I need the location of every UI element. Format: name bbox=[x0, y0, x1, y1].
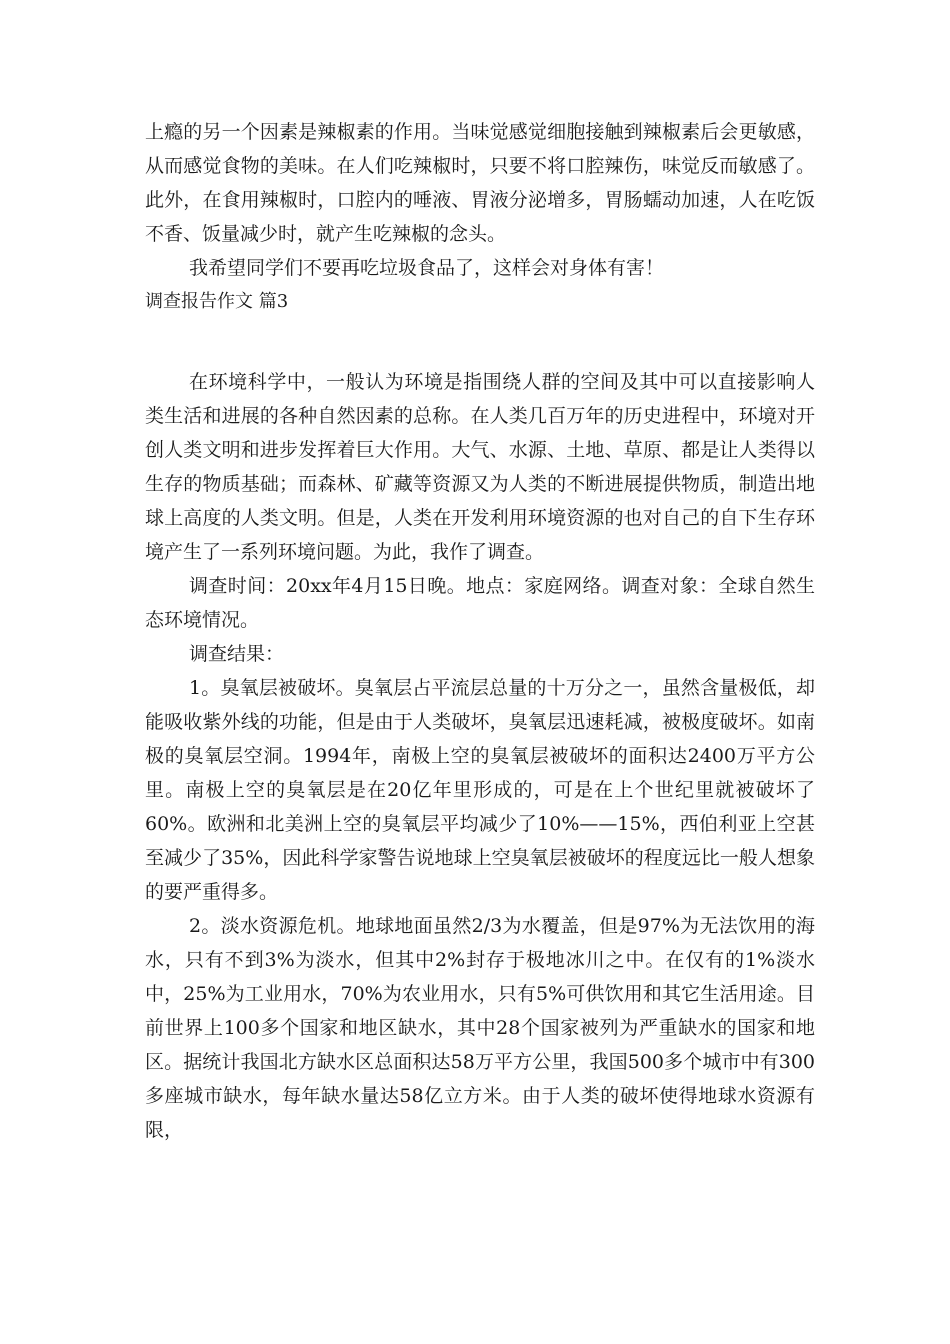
paragraph-survey-results-label: 调查结果： bbox=[189, 643, 285, 665]
document-content bbox=[145, 115, 815, 1147]
section-heading: 调查报告作文 篇3 bbox=[145, 291, 289, 312]
paragraph-ozone-layer: 1。臭氧层被破坏。臭氧层占平流层总量的十万分之一，虽然含量极低，却能吸收紫外线的功能，但是由于人类破坏，臭氧层迅速耗减，被极度破坏。如南极的臭氧层空洞。1994年，南极上空的臭氧层被破坏的面积达2400万平方公里。南极上空的臭氧层是在20亿年里形成的，可是在上个世纪里就被破坏了60%。欧洲和北美洲上空的臭氧层平均减少了10%——15%，西伯利亚上空甚至减少了35%，因此科学家警告说地球上空臭氧层被破坏的程度远比一般人想象的要严重得多。 bbox=[145, 677, 815, 903]
paragraph-environment-intro: 在环境科学中，一般认为环境是指围绕人群的空间及其中可以直接影响人类生活和进展的各种自然因素的总称。在人类几百万年的历史进程中，环境对开创人类文明和进步发挥着巨大作用。大气、水源、土地、草原、都是让人类得以生存的物质基础；而森林、矿藏等资源又为人类的不断进展提供物质，制造出地球上高度的人类文明。但是，人类在开发利用环境资源的也对自己的自下生存环境产生了一系列环境问题。为此，我作了调查。 bbox=[145, 371, 815, 563]
paragraph-chili-addiction: 上瘾的另一个因素是辣椒素的作用。当味觉感觉细胞接触到辣椒素后会更敏感，从而感觉食物的美味。在人们吃辣椒时，只要不将口腔辣伤，味觉反而敏感了。此外，在食用辣椒时，口腔内的唾液、胃液分泌增多，胃肠蠕动加速，人在吃饭不香、饭量减少时，就产生吃辣椒的念头。 bbox=[145, 121, 815, 245]
paragraph-junk-food-wish: 我希望同学们不要再吃垃圾食品了，这样会对身体有害！ bbox=[189, 257, 665, 279]
paragraph-freshwater-crisis: 2。淡水资源危机。地球地面虽然2/3为水覆盖，但是97%为无法饮用的海水，只有不到3%为淡水，但其中2%封存于极地冰川之中。在仅有的1%淡水中，25%为工业用水，70%为农业用水，只有5%可供饮用和其它生活用途。目前世界上100多个国家和地区缺水，其中28个国家被列为严重缺水的国家和地区。据统计我国北方缺水区总面积达58万平方公里，我国500多个城市中有300多座城市缺水，每年缺水量达58亿立方米。由于人类的破坏使得地球水资源有限， bbox=[145, 915, 815, 1141]
paragraph-survey-info: 调查时间：20xx年4月15日晚。地点：家庭网络。调查对象：全球自然生态环境情况。 bbox=[145, 575, 815, 631]
